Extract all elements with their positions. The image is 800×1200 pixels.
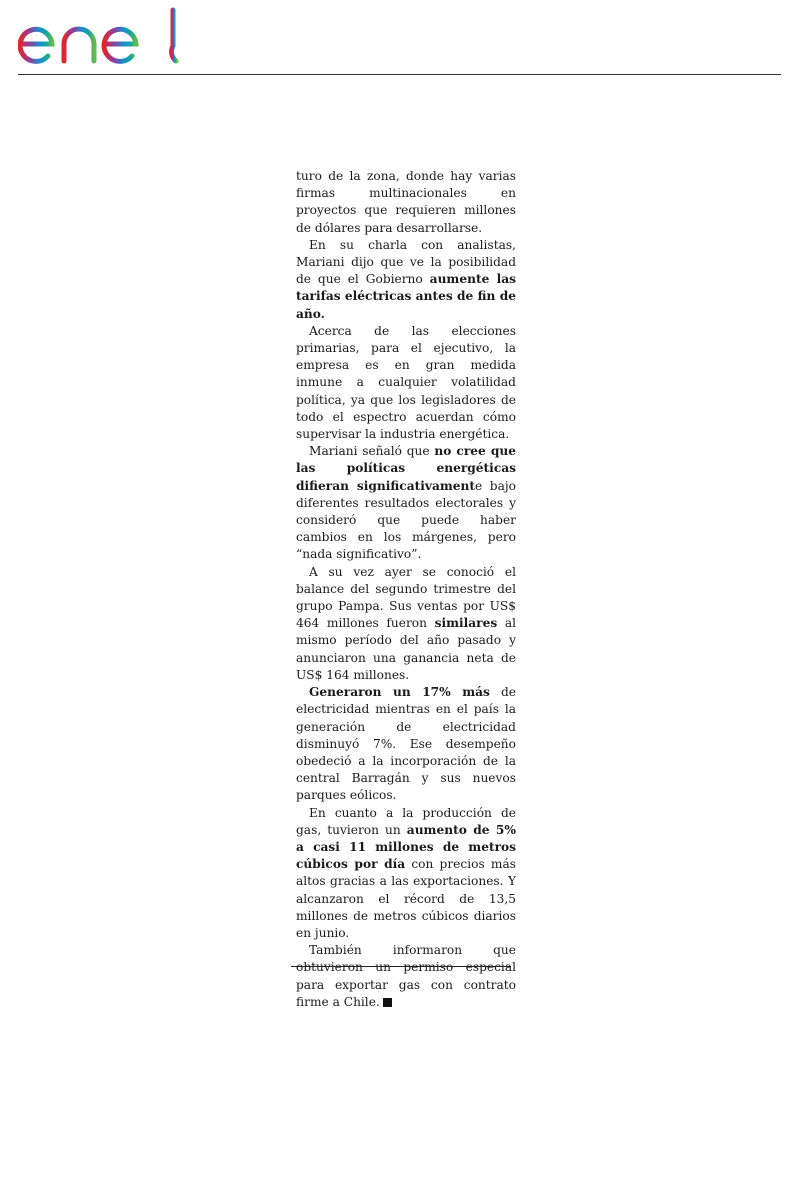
- page-header: [0, 0, 800, 80]
- article-paragraph: [296, 684, 516, 804]
- article-paragraph: [296, 168, 516, 237]
- paragraph-text: de electricidad mientras en el país la generación de electricidad disminuyó 7%. Ese desempeño obedeció a la incorporación de la central Barragán y sus nuevos parques eólicos.: [296, 685, 517, 803]
- article-paragraph: [296, 942, 516, 1011]
- paragraph-text: A su vez ayer se conoció el balance del segundo trimestre del grupo Pampa. Sus ventas por US$ 464 millones fueron: [296, 564, 516, 631]
- paragraph-text: En cuanto a la producción de gas, tuvieron un: [296, 805, 516, 837]
- paragraph-text: con precios más altos gracias a las exportaciones. Y alcanzaron el récord de 13,5 millones de metros cúbicos diarios en junio.: [296, 857, 516, 940]
- paragraph-text: turo de la zona, donde hay varias firmas multinacionales en proyectos que requieren millones de dólares para desarrollarse.: [296, 169, 516, 235]
- paragraph-text: al mismo período del año pasado y anunciaron una ganancia neta de US$ 164 millones.: [296, 616, 517, 682]
- article-paragraph: [296, 443, 516, 563]
- bold-text: aumente las tarifas eléctricas antes de fin de año.: [296, 272, 516, 321]
- paragraph-text: e bajo diferentes resultados electorales y consideró que puede haber cambios en los márgenes, pero “nada significativo”.: [296, 478, 516, 562]
- bold-text: aumento de 5% a casi 11 millones de metros cúbicos por día: [296, 822, 516, 872]
- article-paragraph: [296, 237, 516, 323]
- article-body: [296, 168, 516, 1011]
- footer-divider: [291, 966, 511, 967]
- bold-text: similares: [434, 616, 498, 631]
- article-paragraph: [296, 805, 516, 943]
- header-divider: [18, 74, 781, 75]
- paragraph-text: Acerca de las elecciones primarias, para el ejecutivo, la empresa es en gran medida inmune a cualquier volatilidad política, ya que los legisladores de todo el espectro acuerdan cómo supervisar la industria energética.: [296, 323, 516, 442]
- enel-logo: [18, 6, 180, 66]
- article-paragraph: [296, 564, 516, 684]
- bold-text: no cree que las políticas energéticas difieran significativament: [296, 444, 516, 493]
- paragraph-text: También informaron que obtuvieron un permiso especial para exportar gas con contrato firme a Chile.: [296, 943, 516, 1009]
- paragraph-text: En su charla con analistas, Mariani dijo que ve la posibilidad de que el Gobierno: [296, 237, 516, 287]
- end-of-article-icon: [383, 998, 392, 1007]
- bold-text: Generaron un 17% más: [309, 685, 490, 700]
- paragraph-text: Mariani señaló que: [309, 444, 435, 459]
- article-paragraph: [296, 323, 516, 443]
